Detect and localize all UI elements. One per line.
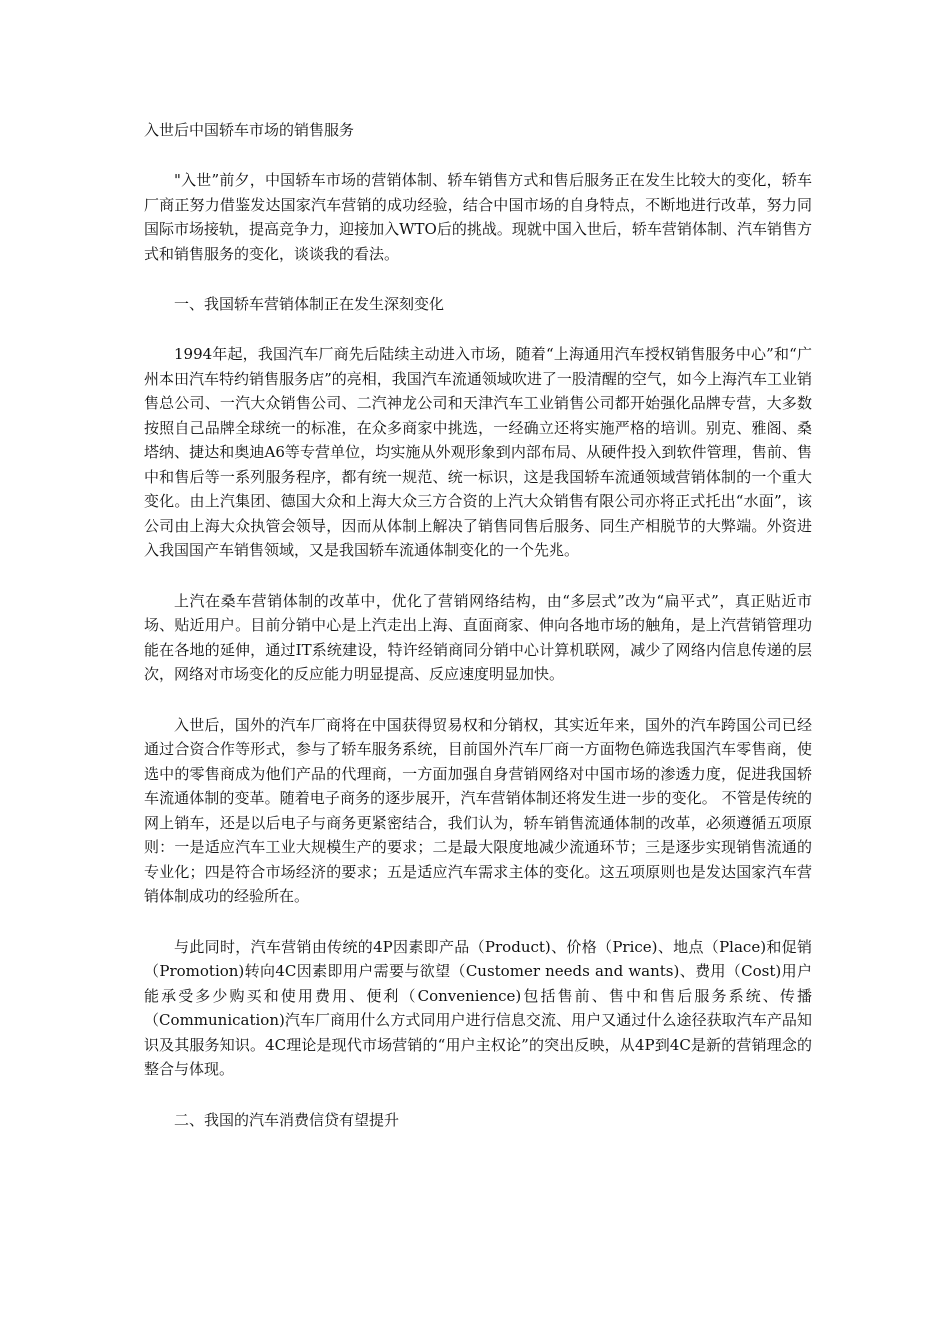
paragraph-intro: "入世”前夕，中国轿车市场的营销体制、轿车销售方式和售后服务正在发生比较大的变化，轿车厂商正努力借鉴发达国家汽车营销的成功经验，结合中国市场的自身特点，不断地进行改革，努力同国际市场接轨，提高竞争力，迎接加入WTO后的挑战。现就中国入世后，轿车营销体制、汽车销售方式和销售服务的变化，谈谈我的看法。 — [144, 171, 812, 263]
spacer — [144, 266, 812, 292]
section-heading-2: 二、我国的汽车消费信贷有望提升 — [174, 1110, 400, 1129]
spacer — [144, 687, 812, 713]
spacer — [144, 316, 812, 342]
document-title: 入世后中国轿车市场的销售服务 — [144, 121, 355, 139]
spacer — [144, 142, 812, 168]
paragraph-4p-4c: 与此同时，汽车营销由传统的4P因素即产品（Product)、价格（Price)、地点（Place)和促销（Promotion)转向4C因素即用户需要与欲望（Customer needs and wants)、费用（Cost)用户能承受多少购买和使用费用、便利（Convenience)包括售前、售中和售后服务系统、传播（Communication)汽车厂商用什么方式同用户进行信息交流、用户又通过什么途径获取汽车产品知识及其服务知识。4C理论是现代市场营销的“用户主权论”的突出反映，从4P到4C是新的营销理念的整合与体现。 — [144, 937, 812, 1078]
section-heading-1: 一、我国轿车营销体制正在发生深刻变化 — [174, 295, 445, 313]
paragraph-saic: 上汽在桑车营销体制的改革中，优化了营销网络结构，由“多层式”改为“扁平式”，真正贴近市场、贴近用户。目前分销中心是上汽走出上海、直面商家、伸向各地市场的触角，是上汽营销管理功能在各地的延伸，通过IT系统建设，特许经销商同分销中心计算机联网，减少了网络内信息传递的层次，网络对市场变化的反应能力明显提高、反应速度明显加快。 — [144, 591, 812, 683]
document-page — [144, 118, 812, 1132]
spacer — [144, 909, 812, 935]
paragraph-1994: 1994年起，我国汽车厂商先后陆续主动进入市场，随着“上海通用汽车授权销售服务中心”和“广州本田汽车特约销售服务店”的亮相，我国汽车流通领域吹进了一股清醒的空气，如今上海汽车工业销售总公司、一汽大众销售公司、二汽神龙公司和天津汽车工业销售公司都开始强化品牌专营，大多数按照自己品牌全球统一的标准，在众多商家中挑选，一经确立还将实施严格的培训。别克、雅阁、桑塔纳、捷达和奥迪A6等专营单位，均实施从外观形象到内部布局、从硬件投入到软件管理，售前、售中和售后等一系列服务程序，都有统一规范、统一标识，这是我国轿车流通领域营销体制的一个重大变化。由上汽集团、德国大众和上海大众三方合资的上汽大众销售有限公司亦将正式托出“水面”，该公司由上海大众执管会领导，因而从体制上解决了销售同售后服务、同生产相脱节的大弊端。外资进入我国国产车销售领域，又是我国轿车流通体制变化的一个先兆。 — [144, 345, 812, 559]
spacer — [144, 1082, 812, 1108]
spacer — [144, 563, 812, 589]
paragraph-wto: 入世后，国外的汽车厂商将在中国获得贸易权和分销权，其实近年来，国外的汽车跨国公司已经通过合资合作等形式，参与了轿车服务系统，目前国外汽车厂商一方面物色筛选我国汽车零售商，使选中的零售商成为他们产品的代理商，一方面加强自身营销网络对中国市场的渗透力度，促进我国轿车流通体制的变革。随着电子商务的逐步展开，汽车营销体制还将发生进一步的变化。 不管是传统的网上销车，还是以后电子与商务更紧密结合，我们认为，轿车销售流通体制的改革，必须遵循五项原则：一是适应汽车工业大规模生产的要求；二是最大限度地减少流通环节；三是逐步实现销售流通的专业化；四是符合市场经济的要求；五是适应汽车需求主体的变化。这五项原则也是发达国家汽车营销体制成功的经验所在。 — [144, 715, 812, 905]
